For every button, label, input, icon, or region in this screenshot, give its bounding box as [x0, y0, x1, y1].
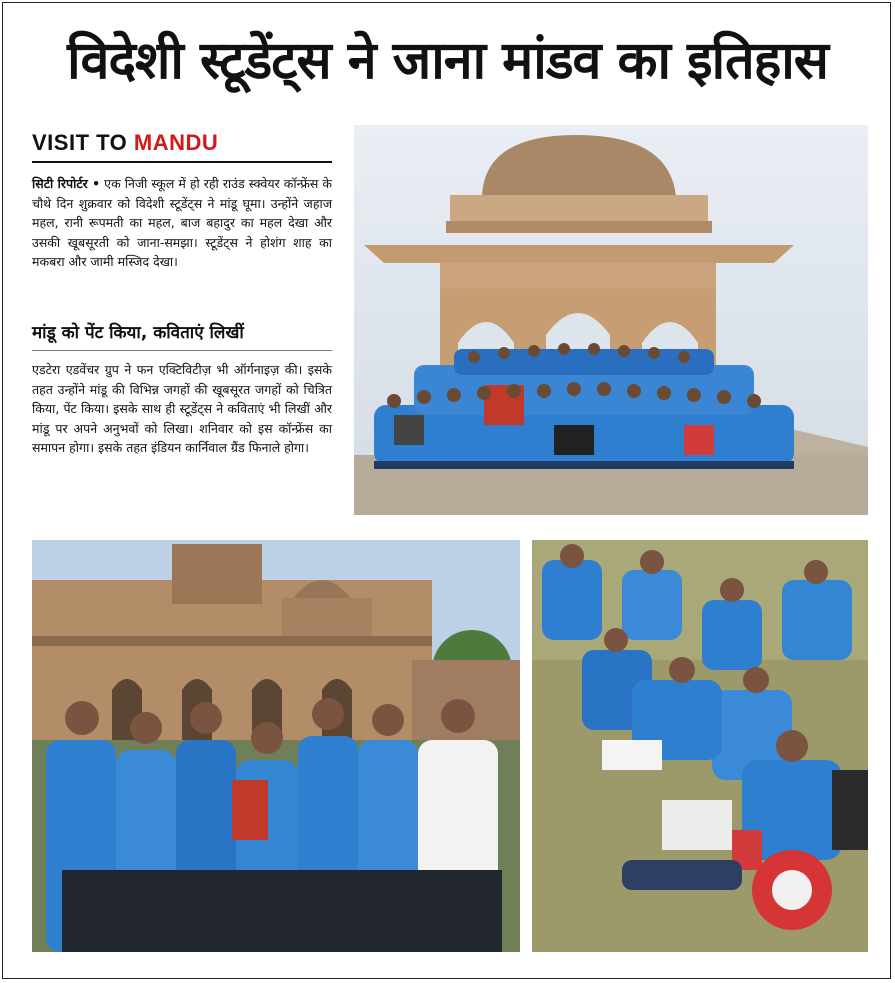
kicker-mandu: MANDU: [133, 130, 219, 155]
subhead: मांडू को पेंट किया, कविताएं लिखीं: [32, 323, 244, 343]
subhead-rule: [32, 350, 332, 351]
paragraph-2: एडटेरा एडवेंचर ग्रुप ने फन एक्टिविटीज़ भी ऑर्गनाइज़ की। इसके तहत उन्होंने मांडू की विभिन्न जगहों की खूबसूरत जगहों को चित्रित किया, पेंट किया। इसके साथ ही स्टूडेंट्स ने कविताएं भी लिखीं और मांडू पर अपने अनुभवों को लिखा। शनिवार को इस कॉन्फ्रेंस का समापन होगा। इसके तहत इंडियन कार्निवाल ग्रैंड फिनाले होगा।: [32, 362, 332, 456]
photo-jahaz-mahal-group: [32, 540, 520, 952]
kicker-rule: [32, 161, 332, 163]
photo-students-painting: [532, 540, 868, 952]
headline: विदेशी स्टूडेंट्स ने जाना मांडव का इतिहास: [67, 30, 828, 91]
paragraph-1: [32, 174, 332, 272]
paragraph-1-text: एक निजी स्कूल में हो रही राउंड स्क्वेयर कॉन्फ्रेंस के चौथे दिन शुक्रवार को विदेशी स्टूडेंट्स ने मांडू घूमा। उन्होंने जहाज महल, रानी रूपमती का महल, बाज बहादुर का महल देखा और उसकी खूबसूरती को जाना-समझा। स्टूडेंट्स ने होशंग शाह का मकबरा और जामी मस्जिद देखा।: [32, 176, 332, 270]
byline: सिटी रिपोर्टर •: [32, 176, 101, 191]
kicker-visit-to: VISIT TO: [32, 130, 134, 155]
kicker: [32, 130, 218, 156]
photo-pavilion-group: [354, 125, 868, 515]
